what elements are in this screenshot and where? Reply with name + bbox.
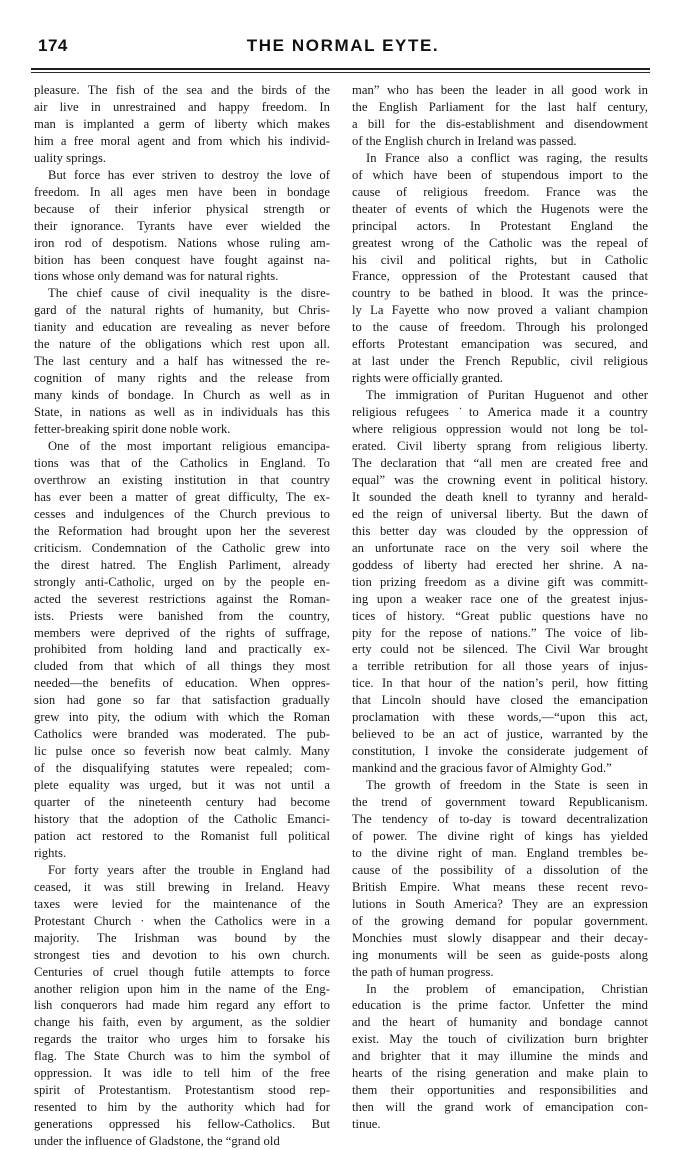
text-line: oppression. It was idle to tell him of the free (34, 1066, 330, 1081)
text-line: Catholics were branded was moderated. The pub- (34, 727, 330, 742)
paragraph (352, 777, 648, 980)
text-line: of which have been of stupendous import to the (352, 167, 648, 182)
text-line: efforts Protestant emancipation was secured, and (352, 337, 648, 352)
text-line: uality springs. (34, 150, 107, 165)
text-line: bition has been conquest have fought against na- (34, 252, 330, 267)
text-line: ly La Fayette who now proved a valiant champion (352, 303, 648, 318)
text-line-content: In France also a conflict was raging, the results (366, 150, 648, 165)
text-line-content: One of the most important religious emancipa- (48, 439, 330, 454)
paragraph (34, 167, 330, 286)
text-line: sion had gone so far that satisfaction gradually (34, 693, 330, 708)
text-line: an unfortunate race on the very soil where the (352, 540, 648, 555)
text-line: British Empire. What means these recent revo- (352, 879, 648, 894)
text-line (352, 981, 648, 998)
text-line: at last under the French Republic, civil religious (352, 354, 648, 369)
text-line: erated. Civil liberty sprang from religious liberty. (352, 439, 648, 454)
text-line-content: For forty years after the trouble in England had (48, 862, 330, 877)
text-line (34, 167, 330, 184)
text-line: man” who has been the leader in all good work in (352, 83, 648, 97)
text-line: gard of the natural rights of humanity, but Chris- (34, 303, 330, 318)
text-line: France, oppression of the Protestant caused that (352, 269, 648, 284)
text-line: Protestant Church · when the Catholics were in a (34, 913, 330, 928)
text-line: him a free moral agent and from which his individ- (34, 133, 330, 148)
text-line: tice. In that hour of the nation’s peril, how fitting (352, 676, 648, 691)
text-line: change his faith, even by argument, as the soldier (34, 1015, 330, 1030)
text-line: flag. The State Church was to him the symbol of (34, 1049, 330, 1064)
text-line: tions was that of the Catholics in England. To (34, 455, 330, 470)
text-line: spirit of Protestantism. Protestantism stood rep- (34, 1083, 330, 1098)
text-line: tions whose only demand was for natural rights. (34, 269, 279, 284)
text-line: history that the adoption of the Catholic Emanci- (34, 811, 330, 826)
paragraph (34, 862, 330, 1150)
text-line: lish conquerors had made him regard any effort to (34, 998, 330, 1013)
paragraph (352, 82, 648, 150)
text-column-right (352, 82, 648, 1133)
text-line: criticism. Condemnation of the Catholic grew into (34, 540, 330, 555)
header-rule (31, 68, 650, 73)
text-line: members were deprived of the rights of suffrage, (34, 625, 330, 640)
text-line: tianity and education are revealing as never before (34, 320, 330, 335)
text-line: of the disqualifying statutes were repealed; com- (34, 761, 330, 776)
text-line: believed to be an act of justice, warranted by the (352, 727, 648, 742)
text-line: Centuries of cruel though futile attempts to force (34, 964, 330, 979)
text-line: equal” was the crowning event in political history. (352, 472, 648, 487)
text-line: greatest wrong of the Catholic was the repeal of (352, 235, 648, 250)
text-line: them their opportunities and responsibilities and (352, 1083, 648, 1098)
text-line: of the English church in Ireland was passed. (352, 133, 577, 148)
text-line: religious refugees ˙to America made it a country (352, 405, 648, 420)
text-line: Monchies must slowly disappear and their decay- (352, 930, 648, 945)
text-line: a terrible retribution for all those years of injus- (352, 659, 648, 674)
running-title: THE NORMAL EYTE. (246, 36, 440, 55)
text-line: to the divine right of man. England trembles be- (352, 845, 648, 860)
text-line: overthrow an existing institution in that country (34, 472, 330, 487)
paragraph (34, 285, 330, 438)
text-line: this better day was clouded by the oppression of (352, 523, 648, 538)
text-line: tices of history. “Great public questions have no (352, 608, 648, 623)
text-line: goddess of liberty had erected her shrine. A na- (352, 557, 648, 572)
text-line: the nature of the obligations which rest upon all. (34, 337, 330, 352)
text-line-content: The growth of freedom in the State is seen in (366, 778, 648, 793)
paragraph (352, 387, 648, 777)
text-line (352, 387, 648, 404)
text-line: freedom. In all ages men have been in bondage (34, 184, 330, 199)
text-line: of power. The divine right of kings has yielded (352, 828, 648, 843)
text-line: another religion upon him in the name of the Eng- (34, 981, 330, 996)
paragraph (352, 150, 648, 387)
text-line: a bill for the dis-establishment and disendowment (352, 116, 648, 131)
text-line: acted the severest restrictions against the Roman- (34, 591, 330, 606)
header-rule-thin (31, 72, 650, 73)
text-line: strongest ties and devotion to his own church. (34, 947, 330, 962)
text-column-left (34, 82, 330, 1150)
text-line: generations oppressed his fellow-Catholics. But (34, 1117, 330, 1132)
text-line: air live in unrestrained and happy freedom. In (34, 99, 330, 114)
text-line: his civil and political rights, but in Catholic (352, 252, 648, 267)
text-line: cognition of many rights and the release from (34, 371, 330, 386)
text-line: The last century and a half has witnessed the re- (34, 354, 330, 369)
text-line: the English Parliament for the last half century, (352, 99, 648, 114)
text-line: proclamation with these words,—“upon this act, (352, 710, 648, 725)
text-line: because of their inferior physical strength or (34, 201, 330, 216)
text-line: to the cause of freedom. Through his prolonged (352, 320, 648, 335)
text-line: tinue. (352, 1117, 381, 1132)
text-line-content: In the problem of emancipation, Christian (366, 981, 648, 996)
text-line: cesses and indulgences of the Church previous to (34, 506, 330, 521)
text-line: the Reformation had brought upon her the severest (34, 523, 330, 538)
text-line: ists. Priests were banished from the country, (34, 608, 330, 623)
text-line: plete equality was urged, but it was not until a (34, 778, 330, 793)
text-line: ceased, it was still brewing in Ireland. Heavy (34, 879, 330, 894)
text-line: constitution, I invoke the considerate judgement of (352, 744, 648, 759)
text-line: then will the grand work of emancipation con- (352, 1100, 648, 1115)
text-line: quarter of the nineteenth century had become (34, 795, 330, 810)
text-line: cluded from that which of all things they most (34, 659, 330, 674)
text-line: hearts of the rising generation and make plain to (352, 1066, 648, 1081)
paragraph (352, 981, 648, 1134)
text-line: the direst hatred. The English Parliment, already (34, 557, 330, 572)
body-columns (34, 82, 650, 1150)
text-line: cause of religious freedom. France was the (352, 184, 648, 199)
text-line: strongly anti-Catholic, urged on by the people en- (34, 574, 330, 589)
text-line: State, in nations as well as in individuals has this (34, 405, 330, 420)
text-line (34, 285, 330, 302)
text-line: has ever been a matter of great difficulty, The ex- (34, 489, 330, 504)
text-line (352, 150, 648, 167)
text-line: rights. (34, 845, 67, 860)
paragraph (34, 82, 330, 167)
text-line: iron rod of despotism. Nations whose ruling am- (34, 235, 330, 250)
text-line: where religious oppression would not long be tol- (352, 422, 648, 437)
text-line: majority. The Irishman was bound by the (34, 930, 330, 945)
text-line: taxes were levied for the maintenance of the (34, 896, 330, 911)
text-line-content: But force has ever striven to destroy the love of (48, 167, 330, 182)
text-line: the path of human progress. (352, 964, 494, 979)
text-line (34, 862, 330, 879)
text-line: The tendency of to-day is toward decentralization (352, 811, 648, 826)
text-line: the trend of government toward Republicanism. (352, 795, 648, 810)
text-line: needed—the benefits of education. When oppres- (34, 676, 330, 691)
text-line-content: The chief cause of civil inequality is the disre- (48, 286, 330, 301)
text-line: rights were officially granted. (352, 371, 503, 386)
text-line: pation act restored to the Romanist full political (34, 828, 330, 843)
text-line (34, 438, 330, 455)
text-line: pity for the repose of nations.” The voice of lib- (352, 625, 648, 640)
text-line: exist. May the touch of civilization burn brighter (352, 1032, 648, 1047)
text-line: man is implanted a germ of liberty which makes (34, 116, 330, 131)
text-line: resented to him by the authority which had for (34, 1100, 330, 1115)
text-line: education is the prime factor. Unfetter the mind (352, 998, 648, 1013)
text-line: prohibited from holding land and practically ex- (34, 642, 330, 657)
text-line: lutions in South America? They are an expression (352, 896, 648, 911)
text-line: and the heart of humanity and bondage cannot (352, 1015, 648, 1030)
text-line: ing monuments will be seen as guide-posts along (352, 947, 648, 962)
text-line: erty could not be silenced. The Civil War brought (352, 642, 648, 657)
text-line: grew into pity, the odium with which the Roman (34, 710, 330, 725)
text-line: theater of events of which the Hugenots were the (352, 201, 648, 216)
text-line: their ignorance. Tyrants have ever wielded the (34, 218, 330, 233)
paragraph (34, 438, 330, 862)
text-line: principal actors. In Protestant England the (352, 218, 648, 233)
text-line: of the growing demand for popular government. (352, 913, 648, 928)
text-line: country to be bathed in blood. It was the prince- (352, 286, 648, 301)
text-line: The declaration that “all men are created free and (352, 455, 648, 470)
text-line: tion prizing freedom as a divine gift was committ- (352, 574, 648, 589)
text-line (352, 777, 648, 794)
text-line: and brighter that it may illumine the minds and (352, 1049, 648, 1064)
text-line: under the influence of Gladstone, the “grand old (34, 1134, 280, 1149)
text-line-content: The immigration of Puritan Huguenot and other (366, 388, 648, 403)
page-number: 174 (38, 36, 68, 55)
text-line: mankind and the gracious favor of Almighty God.” (352, 761, 612, 776)
page-header (38, 36, 648, 66)
text-line: many kinds of bondage. In Church as well as in (34, 388, 330, 403)
text-line: ed the reign of universal liberty. But the dawn of (352, 506, 648, 521)
text-line: ing upon a weaker race one of the greatest injus- (352, 591, 648, 606)
text-line: lic pulse once so feverish now beat calmly. Many (34, 744, 330, 759)
document-page (0, 36, 680, 1149)
text-line: It sounded the death knell to tyranny and herald- (352, 489, 648, 504)
text-line: that Lincoln should have closed the emancipation (352, 693, 648, 708)
text-line: regards the traitor who urges him to forsake his (34, 1032, 330, 1047)
text-line: pleasure. The fish of the sea and the birds of the (34, 83, 330, 97)
text-line: fetter-breaking spirit done noble work. (34, 422, 231, 437)
text-line: cause of the possibility of a dissolution of the (352, 862, 648, 877)
